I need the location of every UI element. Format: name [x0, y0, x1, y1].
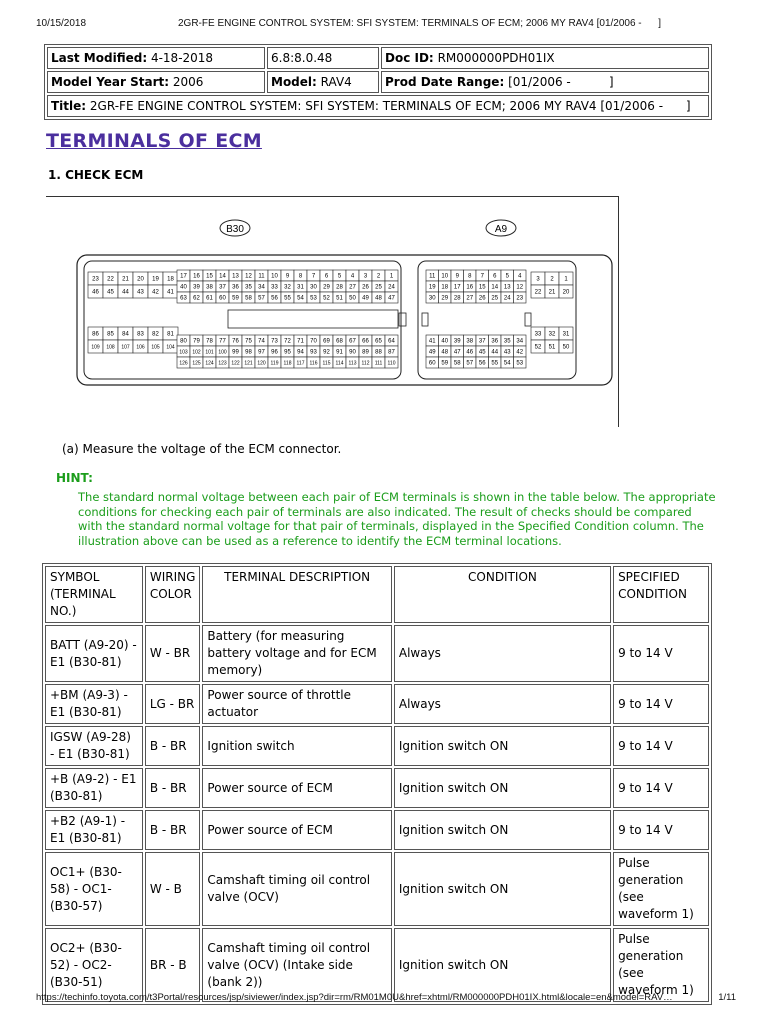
- pin-label: 56: [478, 360, 486, 367]
- pin-label: 50: [349, 295, 356, 302]
- pin-label: 12: [516, 284, 524, 291]
- table-row: [45, 768, 709, 808]
- pin-label: 68: [336, 338, 343, 345]
- pin-label: 33: [271, 284, 278, 291]
- pin-label: 8: [298, 273, 303, 280]
- pin-label: 49: [428, 349, 436, 356]
- pin-label: 49: [362, 295, 369, 302]
- pin-label: 71: [297, 338, 304, 345]
- pin-label: 12: [245, 273, 252, 280]
- b30-main-pin-block: [177, 270, 398, 368]
- pin-label: 59: [441, 360, 449, 367]
- pin-label: 5: [337, 273, 342, 280]
- pin-label: 105: [151, 344, 160, 351]
- pin-label: 81: [167, 331, 174, 338]
- cell-wiring-color: B - BR: [145, 726, 201, 766]
- pin-label: 58: [245, 295, 252, 302]
- cell-wiring-color: W - B: [145, 852, 201, 926]
- pin-label: 51: [548, 344, 556, 351]
- a9-latch-right: [525, 313, 531, 326]
- pin-label: 52: [534, 344, 542, 351]
- cell-specified: 9 to 14 V: [613, 684, 709, 724]
- pin-label: 56: [271, 295, 278, 302]
- cell-specified: 9 to 14 V: [613, 726, 709, 766]
- pin-label: 15: [206, 273, 213, 280]
- cell-description: Camshaft timing oil control valve (OCV): [202, 852, 391, 926]
- header-symbol: SYMBOL (TERMINAL NO.): [45, 566, 143, 623]
- cell-specified: Pulse generation (see waveform 1): [613, 852, 709, 926]
- pin-label: 103: [179, 349, 188, 356]
- pin-label: 120: [257, 360, 266, 367]
- pin-label: 51: [336, 295, 343, 302]
- pin-label: 76: [232, 338, 239, 345]
- pin-label: 108: [106, 344, 115, 351]
- step-title: 1. CHECK ECM: [48, 168, 144, 182]
- pin-label: 91: [336, 349, 343, 356]
- pin-label: 44: [122, 289, 129, 296]
- header-specified-condition: SPECIFIED CONDITION: [613, 566, 709, 623]
- pin-label: 114: [335, 360, 344, 367]
- cell-symbol: OC2+ (B30-52) - OC2- (B30-51): [45, 928, 143, 1002]
- pin-label: 33: [534, 331, 542, 338]
- pin-label: 3: [536, 276, 540, 283]
- a9-latch-left: [422, 313, 428, 326]
- pin-label: 32: [284, 284, 291, 291]
- pin-label: 88: [375, 349, 382, 356]
- pin-label: 27: [349, 284, 356, 291]
- pin-label: 126: [179, 360, 188, 367]
- pin-label: 16: [193, 273, 200, 280]
- b30-latch: [399, 313, 406, 326]
- cell-wiring-color: LG - BR: [145, 684, 201, 724]
- terminal-spec-table: [42, 563, 712, 1005]
- header-terminal-description: TERMINAL DESCRIPTION: [202, 566, 391, 623]
- pin-label: 40: [180, 284, 187, 291]
- cell-specified: 9 to 14 V: [613, 810, 709, 850]
- pin-label: 36: [232, 284, 239, 291]
- pin-label: 38: [466, 338, 474, 345]
- pin-label: 89: [362, 349, 369, 356]
- pin-label: 78: [206, 338, 213, 345]
- cell-description: Power source of ECM: [202, 810, 391, 850]
- pin-label: 32: [548, 331, 556, 338]
- pin-label: 84: [122, 331, 129, 338]
- pin-label: 39: [453, 338, 461, 345]
- table-row: [45, 810, 709, 850]
- cell-description: Battery (for measuring battery voltage and for ECM memory): [202, 625, 391, 682]
- pin-label: 8: [468, 273, 472, 280]
- a9-right-pin-block: [531, 272, 573, 353]
- table-row: [45, 684, 709, 724]
- pin-label: 121: [244, 360, 253, 367]
- pin-label: 10: [271, 273, 278, 280]
- pin-label: 42: [152, 289, 159, 296]
- pin-label: 17: [180, 273, 187, 280]
- cell-wiring-color: B - BR: [145, 810, 201, 850]
- model-cell: Model: RAV4: [267, 71, 379, 93]
- pin-label: 85: [107, 331, 114, 338]
- pin-label: 24: [503, 295, 511, 302]
- pin-label: 21: [548, 289, 556, 296]
- table-row: [45, 726, 709, 766]
- pin-label: 48: [375, 295, 382, 302]
- pin-label: 7: [480, 273, 484, 280]
- pin-label: 63: [180, 295, 187, 302]
- pin-label: 25: [375, 284, 382, 291]
- pin-label: 111: [374, 360, 383, 367]
- pin-label: 66: [362, 338, 369, 345]
- pin-label: 41: [428, 338, 436, 345]
- pin-label: 25: [491, 295, 499, 302]
- pin-label: 57: [258, 295, 265, 302]
- pin-label: 123: [218, 360, 227, 367]
- print-date: 10/15/2018: [36, 18, 87, 29]
- pin-label: 21: [122, 276, 129, 283]
- pin-label: 90: [349, 349, 356, 356]
- pin-label: 125: [192, 360, 201, 367]
- section-title: TERMINALS OF ECM: [46, 130, 262, 152]
- pin-label: 52: [323, 295, 330, 302]
- pin-label: 97: [258, 349, 265, 356]
- pin-label: 2: [376, 273, 381, 280]
- print-footer: [36, 992, 736, 1006]
- pin-label: 118: [283, 360, 292, 367]
- pin-label: 93: [310, 349, 317, 356]
- table-row: [45, 625, 709, 682]
- cell-condition: Ignition switch ON: [394, 768, 611, 808]
- document-meta-table: [44, 44, 712, 120]
- cell-description: Camshaft timing oil control valve (OCV) (Intake side (bank 2)): [202, 928, 391, 1002]
- pin-label: 6: [324, 273, 329, 280]
- pin-label: 3: [363, 273, 368, 280]
- pin-label: 31: [297, 284, 304, 291]
- cell-condition: Ignition switch ON: [394, 928, 611, 1002]
- pin-label: 23: [516, 295, 524, 302]
- pin-label: 47: [388, 295, 395, 302]
- pin-label: 45: [478, 349, 486, 356]
- pin-label: 43: [503, 349, 511, 356]
- pin-label: 29: [441, 295, 449, 302]
- pin-label: 109: [91, 344, 100, 351]
- pin-label: 5: [505, 273, 509, 280]
- pin-label: 13: [503, 284, 511, 291]
- pin-label: 83: [137, 331, 144, 338]
- a9-label: A9: [494, 224, 508, 235]
- page-number: 1/11: [718, 992, 736, 1003]
- print-title: 2GR-FE ENGINE CONTROL SYSTEM: SFI SYSTEM: TERMINALS OF ECM; 2006 MY RAV4 [01/2006 - ]: [178, 18, 662, 29]
- measure-instruction: (a) Measure the voltage of the ECM connector.: [62, 442, 342, 456]
- pin-label: 54: [503, 360, 511, 367]
- cell-symbol: BATT (A9-20) - E1 (B30-81): [45, 625, 143, 682]
- pin-label: 26: [478, 295, 486, 302]
- pin-label: 110: [387, 360, 396, 367]
- model-year-cell: Model Year Start: 2006: [47, 71, 265, 93]
- pin-label: 112: [361, 360, 370, 367]
- pin-label: 1: [564, 276, 568, 283]
- pin-label: 95: [284, 349, 291, 356]
- pin-label: 34: [258, 284, 265, 291]
- ecm-connector-diagram: [46, 196, 619, 427]
- pin-label: 37: [478, 338, 486, 345]
- pin-label: 55: [491, 360, 499, 367]
- pin-label: 16: [466, 284, 474, 291]
- pin-label: 73: [271, 338, 278, 345]
- pin-label: 4: [518, 273, 522, 280]
- pin-label: 80: [180, 338, 187, 345]
- pin-label: 18: [441, 284, 449, 291]
- pin-label: 39: [193, 284, 200, 291]
- pin-label: 19: [428, 284, 436, 291]
- pin-label: 40: [441, 338, 449, 345]
- pin-label: 42: [516, 349, 524, 356]
- pin-label: 102: [192, 349, 201, 356]
- pin-label: 101: [205, 349, 214, 356]
- pin-label: 29: [323, 284, 330, 291]
- pin-label: 28: [453, 295, 461, 302]
- cell-condition: Ignition switch ON: [394, 810, 611, 850]
- table-row: [45, 852, 709, 926]
- cell-description: Power source of throttle actuator: [202, 684, 391, 724]
- pin-label: 26: [362, 284, 369, 291]
- pin-label: 14: [219, 273, 226, 280]
- pin-label: 61: [206, 295, 213, 302]
- header-wiring-color: WIRING COLOR: [145, 566, 201, 623]
- pin-label: 31: [562, 331, 570, 338]
- pin-label: 116: [309, 360, 318, 367]
- pin-label: 10: [441, 273, 449, 280]
- table-header-row: [45, 566, 709, 623]
- cell-description: Power source of ECM: [202, 768, 391, 808]
- pin-label: 14: [491, 284, 499, 291]
- pin-label: 100: [218, 349, 227, 356]
- pin-label: 70: [310, 338, 317, 345]
- a9-main-pin-block: [426, 270, 526, 368]
- pin-label: 53: [516, 360, 524, 367]
- cell-specified: 9 to 14 V: [613, 625, 709, 682]
- print-header: [36, 18, 736, 32]
- pin-label: 46: [466, 349, 474, 356]
- pin-label: 86: [92, 331, 99, 338]
- pin-label: 34: [516, 338, 524, 345]
- pin-label: 20: [137, 276, 144, 283]
- pin-label: 69: [323, 338, 330, 345]
- pin-label: 7: [311, 273, 316, 280]
- b30-left-pin-block: [88, 272, 178, 353]
- cell-condition: Always: [394, 684, 611, 724]
- pin-label: 60: [428, 360, 436, 367]
- pin-label: 122: [231, 360, 240, 367]
- pin-label: 74: [258, 338, 265, 345]
- pin-label: 24: [388, 284, 395, 291]
- header-condition: CONDITION: [394, 566, 611, 623]
- pin-label: 22: [534, 289, 542, 296]
- table-row: [45, 928, 709, 1002]
- pin-label: 46: [92, 289, 99, 296]
- hint-text: The standard normal voltage between each pair of ECM terminals is shown in the table below. The appropriate conditions for checking each pair of terminals are also indicated. The result of checks should be compared with the standard normal voltage for that pair of terminals, displayed in the Specified Condition column. The illustration above can be used as a reference to identify the ECM terminal locations.: [78, 490, 716, 548]
- pin-label: 27: [466, 295, 474, 302]
- pin-label: 57: [466, 360, 474, 367]
- pin-label: 4: [350, 273, 355, 280]
- pin-label: 72: [284, 338, 291, 345]
- pin-label: 20: [562, 289, 570, 296]
- pin-label: 17: [453, 284, 461, 291]
- pin-label: 67: [349, 338, 356, 345]
- pin-label: 11: [429, 273, 436, 280]
- cell-condition: Ignition switch ON: [394, 852, 611, 926]
- pin-label: 55: [284, 295, 291, 302]
- pin-label: 77: [219, 338, 226, 345]
- pin-label: 1: [389, 273, 394, 280]
- pin-label: 58: [453, 360, 461, 367]
- pin-label: 23: [92, 276, 99, 283]
- prod-date-cell: Prod Date Range: [01/2006 - ]: [381, 71, 709, 93]
- pin-label: 64: [388, 338, 395, 345]
- pin-label: 117: [296, 360, 305, 367]
- pin-label: 96: [271, 349, 278, 356]
- b30-label: B30: [226, 224, 244, 235]
- pin-label: 79: [193, 338, 200, 345]
- pin-label: 59: [232, 295, 239, 302]
- version-cell: 6.8:8.0.48: [267, 47, 379, 69]
- pin-label: 35: [245, 284, 252, 291]
- pin-label: 38: [206, 284, 213, 291]
- cell-symbol: +BM (A9-3) - E1 (B30-81): [45, 684, 143, 724]
- pin-label: 87: [388, 349, 395, 356]
- pin-label: 65: [375, 338, 382, 345]
- hint-label: HINT:: [56, 471, 93, 485]
- pin-label: 35: [503, 338, 511, 345]
- cell-specified: Pulse generation (see waveform 1): [613, 928, 709, 1002]
- pin-label: 30: [428, 295, 436, 302]
- cell-condition: Always: [394, 625, 611, 682]
- pin-label: 75: [245, 338, 252, 345]
- pin-label: 28: [336, 284, 343, 291]
- pin-label: 82: [152, 331, 159, 338]
- cell-symbol: +B (A9-2) - E1 (B30-81): [45, 768, 143, 808]
- cell-description: Ignition switch: [202, 726, 391, 766]
- pin-label: 106: [136, 344, 145, 351]
- pin-label: 62: [193, 295, 200, 302]
- pin-label: 50: [562, 344, 570, 351]
- pin-label: 99: [232, 349, 239, 356]
- title-cell: Title: 2GR-FE ENGINE CONTROL SYSTEM: SFI SYSTEM: TERMINALS OF ECM; 2006 MY RAV4 [01/2006 - ]: [47, 95, 709, 117]
- pin-label: 41: [167, 289, 174, 296]
- cell-symbol: +B2 (A9-1) - E1 (B30-81): [45, 810, 143, 850]
- pin-label: 22: [107, 276, 114, 283]
- pin-label: 104: [166, 344, 175, 351]
- pin-label: 13: [232, 273, 239, 280]
- pin-label: 54: [297, 295, 304, 302]
- cell-wiring-color: W - BR: [145, 625, 201, 682]
- cell-specified: 9 to 14 V: [613, 768, 709, 808]
- pin-label: 92: [323, 349, 330, 356]
- pin-label: 113: [348, 360, 357, 367]
- pin-label: 30: [310, 284, 317, 291]
- print-url: https://techinfo.toyota.com/t3Portal/resources/jsp/siviewer/index.jsp?dir=rm/RM01M0U&href=xhtml/RM000000PDH01IX.html&locale=en&model=RAV…: [36, 992, 673, 1003]
- doc-id-cell: Doc ID: RM000000PDH01IX: [381, 47, 709, 69]
- ecm-connector-svg: [46, 197, 618, 427]
- pin-label: 94: [297, 349, 304, 356]
- cell-condition: Ignition switch ON: [394, 726, 611, 766]
- pin-label: 124: [205, 360, 214, 367]
- pin-label: 9: [455, 273, 459, 280]
- pin-label: 53: [310, 295, 317, 302]
- pin-label: 37: [219, 284, 226, 291]
- pin-label: 45: [107, 289, 114, 296]
- pin-label: 60: [219, 295, 226, 302]
- pin-label: 115: [322, 360, 331, 367]
- pin-label: 6: [493, 273, 497, 280]
- pin-label: 98: [245, 349, 252, 356]
- cell-symbol: OC1+ (B30-58) - OC1- (B30-57): [45, 852, 143, 926]
- pin-label: 44: [491, 349, 499, 356]
- b30-key-slot: [228, 310, 398, 328]
- pin-label: 11: [258, 273, 265, 280]
- pin-label: 48: [441, 349, 449, 356]
- pin-label: 15: [478, 284, 486, 291]
- pin-label: 36: [491, 338, 499, 345]
- pin-label: 119: [270, 360, 279, 367]
- last-modified-cell: Last Modified: 4-18-2018: [47, 47, 265, 69]
- pin-label: 18: [167, 276, 174, 283]
- cell-wiring-color: BR - B: [145, 928, 201, 1002]
- pin-label: 2: [550, 276, 554, 283]
- pin-label: 47: [453, 349, 461, 356]
- cell-wiring-color: B - BR: [145, 768, 201, 808]
- pin-label: 9: [285, 273, 290, 280]
- pin-label: 107: [121, 344, 130, 351]
- pin-label: 43: [137, 289, 144, 296]
- cell-symbol: IGSW (A9-28) - E1 (B30-81): [45, 726, 143, 766]
- pin-label: 19: [152, 276, 159, 283]
